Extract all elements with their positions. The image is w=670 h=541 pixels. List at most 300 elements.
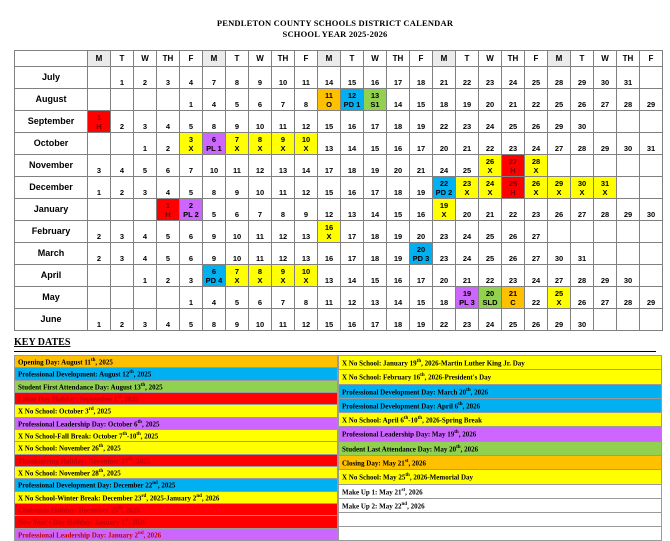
day-number: 12: [255, 166, 265, 175]
day-number: 3: [188, 276, 194, 285]
title-line-2: SCHOOL YEAR 2025-2026: [282, 29, 388, 39]
key-date-left-4: X No School: October 3rd, 2025: [15, 405, 338, 417]
calendar-day-cell: [341, 221, 364, 243]
day-header-5: M: [203, 51, 226, 67]
calendar-day-cell: [180, 265, 203, 287]
day-number: 10: [255, 320, 265, 329]
day-number: 10: [232, 254, 242, 263]
calendar-day-cell: [548, 67, 571, 89]
calendar-day-cell: [410, 287, 433, 309]
day-number: 16: [393, 276, 403, 285]
day-number: 24: [531, 144, 541, 153]
day-number: 13: [370, 90, 380, 100]
calendar-day-cell: [180, 111, 203, 133]
day-number: 26: [531, 320, 541, 329]
day-number: 8: [211, 188, 217, 197]
day-number: 5: [188, 320, 194, 329]
calendar-day-cell: [571, 243, 594, 265]
day-number: 9: [211, 232, 217, 241]
day-number: 28: [554, 78, 564, 87]
key-date-row: [15, 368, 338, 380]
calendar-day-cell: [548, 287, 571, 309]
calendar-day-cell: [249, 177, 272, 199]
calendar-day-cell: [640, 177, 663, 199]
calendar-day-cell: [525, 155, 548, 177]
day-number: 3: [142, 188, 148, 197]
calendar-day-cell: [157, 265, 180, 287]
calendar-day-cell: [318, 265, 341, 287]
key-date-left-9: X No School: November 28th, 2025: [15, 466, 338, 478]
day-number: 30: [600, 78, 610, 87]
calendar-day-cell: [111, 309, 134, 331]
calendar-day-cell: [387, 265, 410, 287]
day-number: 22: [439, 320, 449, 329]
calendar-month-row: [15, 309, 663, 331]
calendar-day-cell: [180, 177, 203, 199]
day-number: 23: [439, 254, 449, 263]
calendar-month-row: [15, 243, 663, 265]
calendar-day-cell: [571, 155, 594, 177]
day-number: 10: [278, 78, 288, 87]
calendar-day-cell: [203, 287, 226, 309]
calendar-day-cell: [571, 287, 594, 309]
day-code: X: [579, 187, 585, 197]
calendar-day-cell: [456, 67, 479, 89]
calendar-day-cell: [88, 133, 111, 155]
day-number: 12: [278, 232, 288, 241]
calendar-day-cell: [502, 89, 525, 111]
day-code: X: [487, 165, 493, 175]
key-dates-right-table: [338, 355, 662, 541]
day-number: 21: [462, 144, 472, 153]
day-number: 16: [370, 78, 380, 87]
calendar-day-cell: [318, 133, 341, 155]
day-number: 4: [119, 166, 125, 175]
day-number: 27: [554, 276, 564, 285]
day-number: 11: [325, 90, 333, 100]
calendar-month-row: [15, 111, 663, 133]
calendar-day-cell: [134, 67, 157, 89]
calendar-day-cell: [617, 243, 640, 265]
calendar-container: [0, 40, 670, 331]
calendar-day-cell: [456, 199, 479, 221]
day-header-16: T: [456, 51, 479, 67]
day-number: 18: [370, 232, 380, 241]
day-number: 22: [462, 78, 472, 87]
calendar-day-cell: [157, 133, 180, 155]
calendar-day-cell: [571, 309, 594, 331]
calendar-day-cell: [88, 155, 111, 177]
day-number: 19: [416, 188, 426, 197]
day-number: 5: [188, 188, 194, 197]
calendar-day-cell: [479, 243, 502, 265]
day-number: 21: [485, 210, 495, 219]
day-number: 7: [234, 134, 240, 144]
calendar-day-cell: [548, 221, 571, 243]
key-dates-divider: [14, 351, 656, 352]
day-number: 30: [623, 276, 633, 285]
key-date-row: [15, 429, 338, 441]
calendar-day-cell: [111, 287, 134, 309]
calendar-day-cell: [272, 67, 295, 89]
day-number: 19: [393, 254, 403, 263]
day-number: 11: [302, 78, 310, 87]
day-number: 17: [370, 188, 380, 197]
calendar-day-cell: [617, 287, 640, 309]
day-number: 26: [485, 156, 495, 166]
day-number: 3: [96, 166, 102, 175]
day-code: X: [280, 143, 286, 153]
calendar-day-cell: [640, 287, 663, 309]
day-header-19: F: [525, 51, 548, 67]
day-number: 5: [142, 166, 148, 175]
calendar-day-cell: [594, 67, 617, 89]
calendar-day-cell: [203, 309, 226, 331]
key-date-row: [339, 427, 662, 441]
calendar-day-cell: [272, 177, 295, 199]
calendar-day-cell: [433, 133, 456, 155]
day-number: 18: [347, 166, 357, 175]
day-code: H: [96, 121, 102, 131]
day-number: 14: [324, 78, 334, 87]
calendar-day-cell: [617, 309, 640, 331]
day-number: 3: [119, 254, 125, 263]
day-number: 6: [188, 254, 194, 263]
title-line-1: PENDLETON COUNTY SCHOOLS DISTRICT CALENDAR: [216, 18, 454, 28]
calendar-day-cell: [479, 199, 502, 221]
calendar-day-cell: [525, 243, 548, 265]
calendar-day-cell: [433, 287, 456, 309]
day-number: 4: [188, 78, 194, 87]
day-number: 29: [623, 210, 633, 219]
day-number: 19: [462, 100, 472, 109]
calendar-day-cell: [548, 265, 571, 287]
calendar-day-cell: [226, 243, 249, 265]
day-number: 11: [279, 320, 287, 329]
day-header-17: W: [479, 51, 502, 67]
day-header-22: W: [594, 51, 617, 67]
day-number: 3: [142, 320, 148, 329]
calendar-day-cell: [525, 199, 548, 221]
calendar-month-row: [15, 287, 663, 309]
calendar-day-cell: [456, 155, 479, 177]
day-number: 22: [439, 122, 449, 131]
key-date-left-10: Professional Development Day: December 22nd, 2025: [15, 479, 338, 491]
calendar-day-cell: [502, 309, 525, 331]
day-header-7: W: [249, 51, 272, 67]
calendar-day-cell: [525, 265, 548, 287]
header-corner: [15, 51, 88, 67]
day-number: 7: [280, 298, 286, 307]
day-number: 1: [188, 298, 194, 307]
calendar-day-cell: [594, 133, 617, 155]
calendar-day-cell: [617, 199, 640, 221]
calendar-day-cell: [594, 177, 617, 199]
key-dates-container: [14, 355, 662, 541]
day-code: H: [510, 187, 516, 197]
calendar-day-cell: [341, 287, 364, 309]
calendar-day-cell: [479, 155, 502, 177]
calendar-day-cell: [640, 133, 663, 155]
calendar-day-cell: [203, 89, 226, 111]
day-number: 14: [347, 276, 357, 285]
day-number: 3: [188, 134, 194, 144]
calendar-day-cell: [318, 177, 341, 199]
day-number: 4: [142, 232, 148, 241]
calendar-day-cell: [617, 221, 640, 243]
day-number: 1: [142, 276, 148, 285]
key-date-row: [339, 384, 662, 398]
month-label-february: February: [15, 221, 88, 243]
calendar-day-cell: [111, 155, 134, 177]
day-number: 2: [142, 78, 148, 87]
day-number: 13: [347, 210, 357, 219]
calendar-day-cell: [433, 199, 456, 221]
day-number: 12: [324, 210, 334, 219]
day-number: 7: [211, 78, 217, 87]
calendar-day-cell: [433, 111, 456, 133]
day-number: 22: [485, 144, 495, 153]
calendar-day-cell: [364, 89, 387, 111]
calendar-day-cell: [134, 221, 157, 243]
day-number: 4: [211, 298, 217, 307]
day-code: PD 3: [412, 253, 430, 263]
calendar-day-cell: [272, 265, 295, 287]
day-number: 26: [577, 100, 587, 109]
day-code: X: [188, 143, 194, 153]
day-number: 27: [600, 100, 610, 109]
day-header-3: TH: [157, 51, 180, 67]
day-number: 21: [462, 276, 472, 285]
day-number: 18: [393, 188, 403, 197]
day-number: 8: [211, 122, 217, 131]
day-number: 20: [485, 100, 495, 109]
calendar-day-cell: [364, 287, 387, 309]
calendar-day-cell: [364, 67, 387, 89]
key-date-row: [339, 526, 662, 540]
calendar-day-cell: [433, 309, 456, 331]
calendar-day-cell: [640, 155, 663, 177]
calendar-day-cell: [203, 221, 226, 243]
calendar-day-cell: [341, 89, 364, 111]
key-date-right-3: Professional Development Day: April 6th, 2026: [339, 398, 662, 412]
day-number: 18: [393, 320, 403, 329]
day-header-23: TH: [617, 51, 640, 67]
key-date-left-12: Christmas Holiday: December 25th, 2025: [15, 503, 338, 515]
month-label-october: October: [15, 133, 88, 155]
day-number: 6: [188, 232, 194, 241]
day-number: 16: [324, 222, 334, 232]
calendar-day-cell: [134, 133, 157, 155]
day-number: 18: [439, 298, 449, 307]
day-code: PL 2: [183, 209, 199, 219]
day-number: 9: [280, 266, 286, 276]
calendar-day-cell: [548, 89, 571, 111]
day-number: 2: [188, 200, 194, 210]
day-number: 16: [324, 254, 334, 263]
calendar-day-cell: [387, 177, 410, 199]
calendar-day-cell: [479, 67, 502, 89]
month-label-january: January: [15, 199, 88, 221]
calendar-day-cell: [272, 221, 295, 243]
calendar-month-row: [15, 177, 663, 199]
day-number: 8: [303, 100, 309, 109]
calendar-day-cell: [525, 67, 548, 89]
calendar-day-cell: [226, 309, 249, 331]
calendar-day-cell: [640, 243, 663, 265]
calendar-day-cell: [203, 155, 226, 177]
day-number: 22: [508, 210, 518, 219]
key-date-left-1: Professional Development: August 12th, 2025: [15, 368, 338, 380]
day-number: 21: [508, 288, 518, 298]
key-date-right-1: X No School: February 16th, 2026-President's Day: [339, 370, 662, 384]
key-date-left-14: Professional Leadership Day: January 2nd, 2026: [15, 528, 338, 540]
day-number: 5: [234, 100, 240, 109]
day-number: 11: [256, 232, 264, 241]
day-number: 20: [416, 232, 426, 241]
day-code: PD 4: [205, 275, 223, 285]
day-number: 17: [370, 320, 380, 329]
calendar-day-cell: [134, 89, 157, 111]
calendar-day-cell: [502, 67, 525, 89]
day-number: 15: [324, 188, 334, 197]
day-code: S1: [370, 99, 380, 109]
day-number: 2: [119, 320, 125, 329]
calendar-day-cell: [525, 133, 548, 155]
day-header-10: M: [318, 51, 341, 67]
calendar-day-cell: [548, 309, 571, 331]
day-number: 16: [416, 210, 426, 219]
day-number: 4: [165, 122, 171, 131]
day-number: 14: [301, 166, 311, 175]
calendar-day-cell: [318, 243, 341, 265]
calendar-day-cell: [364, 133, 387, 155]
key-date-row: [15, 516, 338, 528]
calendar-day-cell: [640, 309, 663, 331]
day-number: 1: [188, 100, 194, 109]
calendar-day-cell: [88, 67, 111, 89]
calendar-day-cell: [594, 243, 617, 265]
calendar-day-cell: [226, 265, 249, 287]
calendar-day-cell: [226, 221, 249, 243]
day-number: 28: [577, 144, 587, 153]
day-header-20: M: [548, 51, 571, 67]
day-number: 9: [211, 254, 217, 263]
calendar-day-cell: [249, 265, 272, 287]
day-number: 12: [347, 298, 357, 307]
calendar-day-cell: [272, 309, 295, 331]
calendar-day-cell: [525, 177, 548, 199]
day-number: 5: [188, 122, 194, 131]
day-number: 28: [531, 156, 541, 166]
key-date-left-0: Opening Day: August 11th, 2025: [15, 356, 338, 368]
day-header-0: M: [88, 51, 111, 67]
day-code: H: [510, 165, 516, 175]
calendar-header: [15, 51, 663, 67]
calendar-day-cell: [88, 309, 111, 331]
calendar-day-cell: [456, 89, 479, 111]
calendar-day-cell: [502, 111, 525, 133]
key-date-left-7: X No School: November 26th, 2025: [15, 442, 338, 454]
key-dates-left-table: [14, 355, 338, 541]
calendar-day-cell: [364, 155, 387, 177]
key-date-right-2: Professional Development Day: March 20th, 2026: [339, 384, 662, 398]
day-number: 28: [600, 210, 610, 219]
key-date-row: [15, 479, 338, 491]
calendar-day-cell: [433, 265, 456, 287]
day-code: X: [556, 297, 562, 307]
day-number: 9: [234, 122, 240, 131]
calendar-day-cell: [548, 177, 571, 199]
key-date-row: [339, 413, 662, 427]
calendar-day-cell: [341, 111, 364, 133]
calendar-day-cell: [272, 243, 295, 265]
calendar-day-cell: [203, 199, 226, 221]
day-number: 30: [577, 320, 587, 329]
day-number: 29: [646, 298, 656, 307]
calendar-day-cell: [134, 287, 157, 309]
calendar-day-cell: [226, 111, 249, 133]
calendar-day-cell: [157, 67, 180, 89]
calendar-day-cell: [134, 111, 157, 133]
calendar-month-row: [15, 67, 663, 89]
key-date-row: [339, 441, 662, 455]
calendar-day-cell: [364, 309, 387, 331]
day-header-6: T: [226, 51, 249, 67]
calendar-month-row: [15, 265, 663, 287]
calendar-day-cell: [479, 309, 502, 331]
day-code: O: [326, 99, 332, 109]
day-code: X: [326, 231, 332, 241]
calendar-day-cell: [456, 287, 479, 309]
key-date-left-8: Thanksgiving Holiday: November 27th, 2025: [15, 454, 338, 466]
calendar-day-cell: [502, 265, 525, 287]
month-label-july: July: [15, 67, 88, 89]
day-number: 26: [531, 122, 541, 131]
day-number: 24: [485, 178, 495, 188]
key-date-row: [339, 484, 662, 498]
calendar-day-cell: [318, 67, 341, 89]
calendar-day-cell: [364, 221, 387, 243]
day-number: 7: [234, 266, 240, 276]
calendar-day-cell: [180, 221, 203, 243]
calendar-day-cell: [134, 265, 157, 287]
calendar-day-cell: [571, 67, 594, 89]
calendar-day-cell: [111, 111, 134, 133]
calendar-day-cell: [249, 287, 272, 309]
day-code: X: [602, 187, 608, 197]
calendar-day-cell: [295, 287, 318, 309]
calendar-day-cell: [295, 309, 318, 331]
calendar-day-cell: [571, 199, 594, 221]
day-number: 25: [531, 78, 541, 87]
calendar-day-cell: [502, 199, 525, 221]
day-number: 26: [531, 178, 541, 188]
calendar-day-cell: [295, 89, 318, 111]
day-code: X: [303, 275, 309, 285]
key-date-right-5: Professional Leadership Day: May 19th, 2026: [339, 427, 662, 441]
calendar-day-cell: [88, 243, 111, 265]
day-header-row: [15, 51, 663, 67]
day-number: 26: [554, 210, 564, 219]
calendar-day-cell: [433, 155, 456, 177]
calendar-day-cell: [479, 177, 502, 199]
day-number: 22: [531, 100, 541, 109]
calendar-day-cell: [180, 287, 203, 309]
day-number: 6: [211, 134, 217, 144]
key-date-left-2: Student First Attendance Day: August 13th, 2025: [15, 380, 338, 392]
calendar-day-cell: [479, 111, 502, 133]
